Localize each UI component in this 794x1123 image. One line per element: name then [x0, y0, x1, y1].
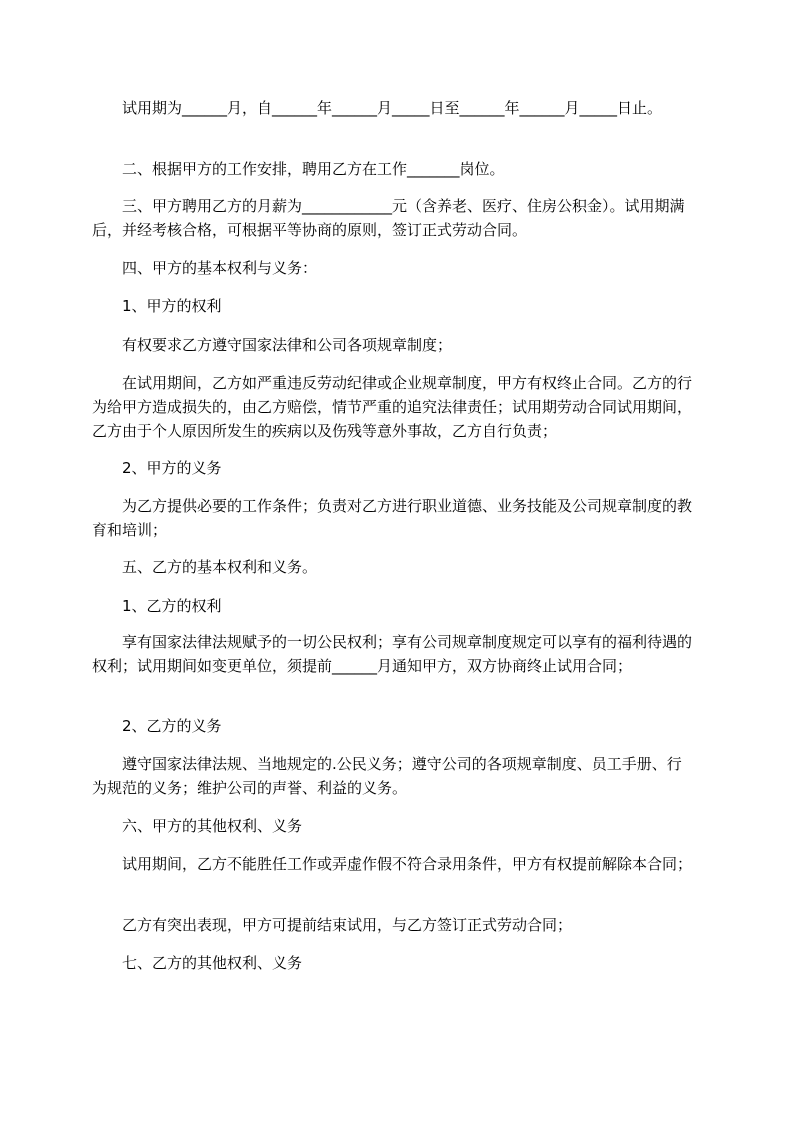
paragraph-party-b-duty-1: 遵守国家法律法规、当地规定的.公民义务；遵守公司的各项规章制度、员工手册、行为规范的义务；维护公司的声誉、利益的义务。 — [92, 755, 682, 797]
paragraph-party-a-other-1: 试用期间，乙方不能胜任工作或弄虚作假不符合录用条件，甲方有权提前解除本合同； — [122, 855, 693, 873]
paragraph-party-a-right-2: 在试用期间，乙方如严重违反劳动纪律或企业规章制度，甲方有权终止合同。乙方的行为给甲方造成损失的，由乙方赔偿，情节严重的追究法律责任；试用期劳动合同试用期间，乙方由于个人原因所发生的疾病以及伤残等意外事故，乙方自行负责； — [92, 374, 693, 440]
section-heading-party-a-other: 六、甲方的其他权利、义务 — [122, 817, 303, 835]
section-heading-party-b-other: 七、乙方的其他权利、义务 — [122, 954, 303, 972]
section-heading-party-a-rights-duties: 四、甲方的基本权利与义务： — [122, 259, 318, 277]
subheading-party-a-rights: 1、甲方的权利 — [122, 297, 222, 315]
paragraph-job-position: 二、根据甲方的工作安排，聘用乙方在工作_______岗位。 — [122, 160, 505, 178]
subheading-party-b-rights: 1、乙方的权利 — [122, 597, 222, 615]
paragraph-probation-period: 试用期为______月，自______年______月_____日至______年______月_____日止。 — [122, 99, 663, 117]
subheading-party-a-duties: 2、甲方的义务 — [122, 459, 222, 477]
paragraph-party-b-right-1: 享有国家法律法规赋予的一切公民权利；享有公司规章制度规定可以享有的福利待遇的权利；试用期间如变更单位，须提前______月通知甲方，双方协商终止试用合同； — [92, 633, 693, 675]
paragraph-party-a-other-2: 乙方有突出表现，甲方可提前结束试用，与乙方签订正式劳动合同； — [122, 916, 573, 934]
paragraph-party-a-right-1: 有权要求乙方遵守国家法律和公司各项规章制度； — [122, 336, 453, 354]
paragraph-party-a-duty-1: 为乙方提供必要的工作条件；负责对乙方进行职业道德、业务技能及公司规章制度的教育和培训； — [92, 497, 693, 539]
subheading-party-b-duties: 2、乙方的义务 — [122, 717, 222, 735]
paragraph-monthly-salary: 三、甲方聘用乙方的月薪为____________元（含养老、医疗、住房公积金）。试用期满后，并经考核合格，可根据平等协商的原则，签订正式劳动合同。 — [92, 197, 685, 239]
section-heading-party-b-rights-duties: 五、乙方的基本权利和义务。 — [122, 558, 318, 576]
